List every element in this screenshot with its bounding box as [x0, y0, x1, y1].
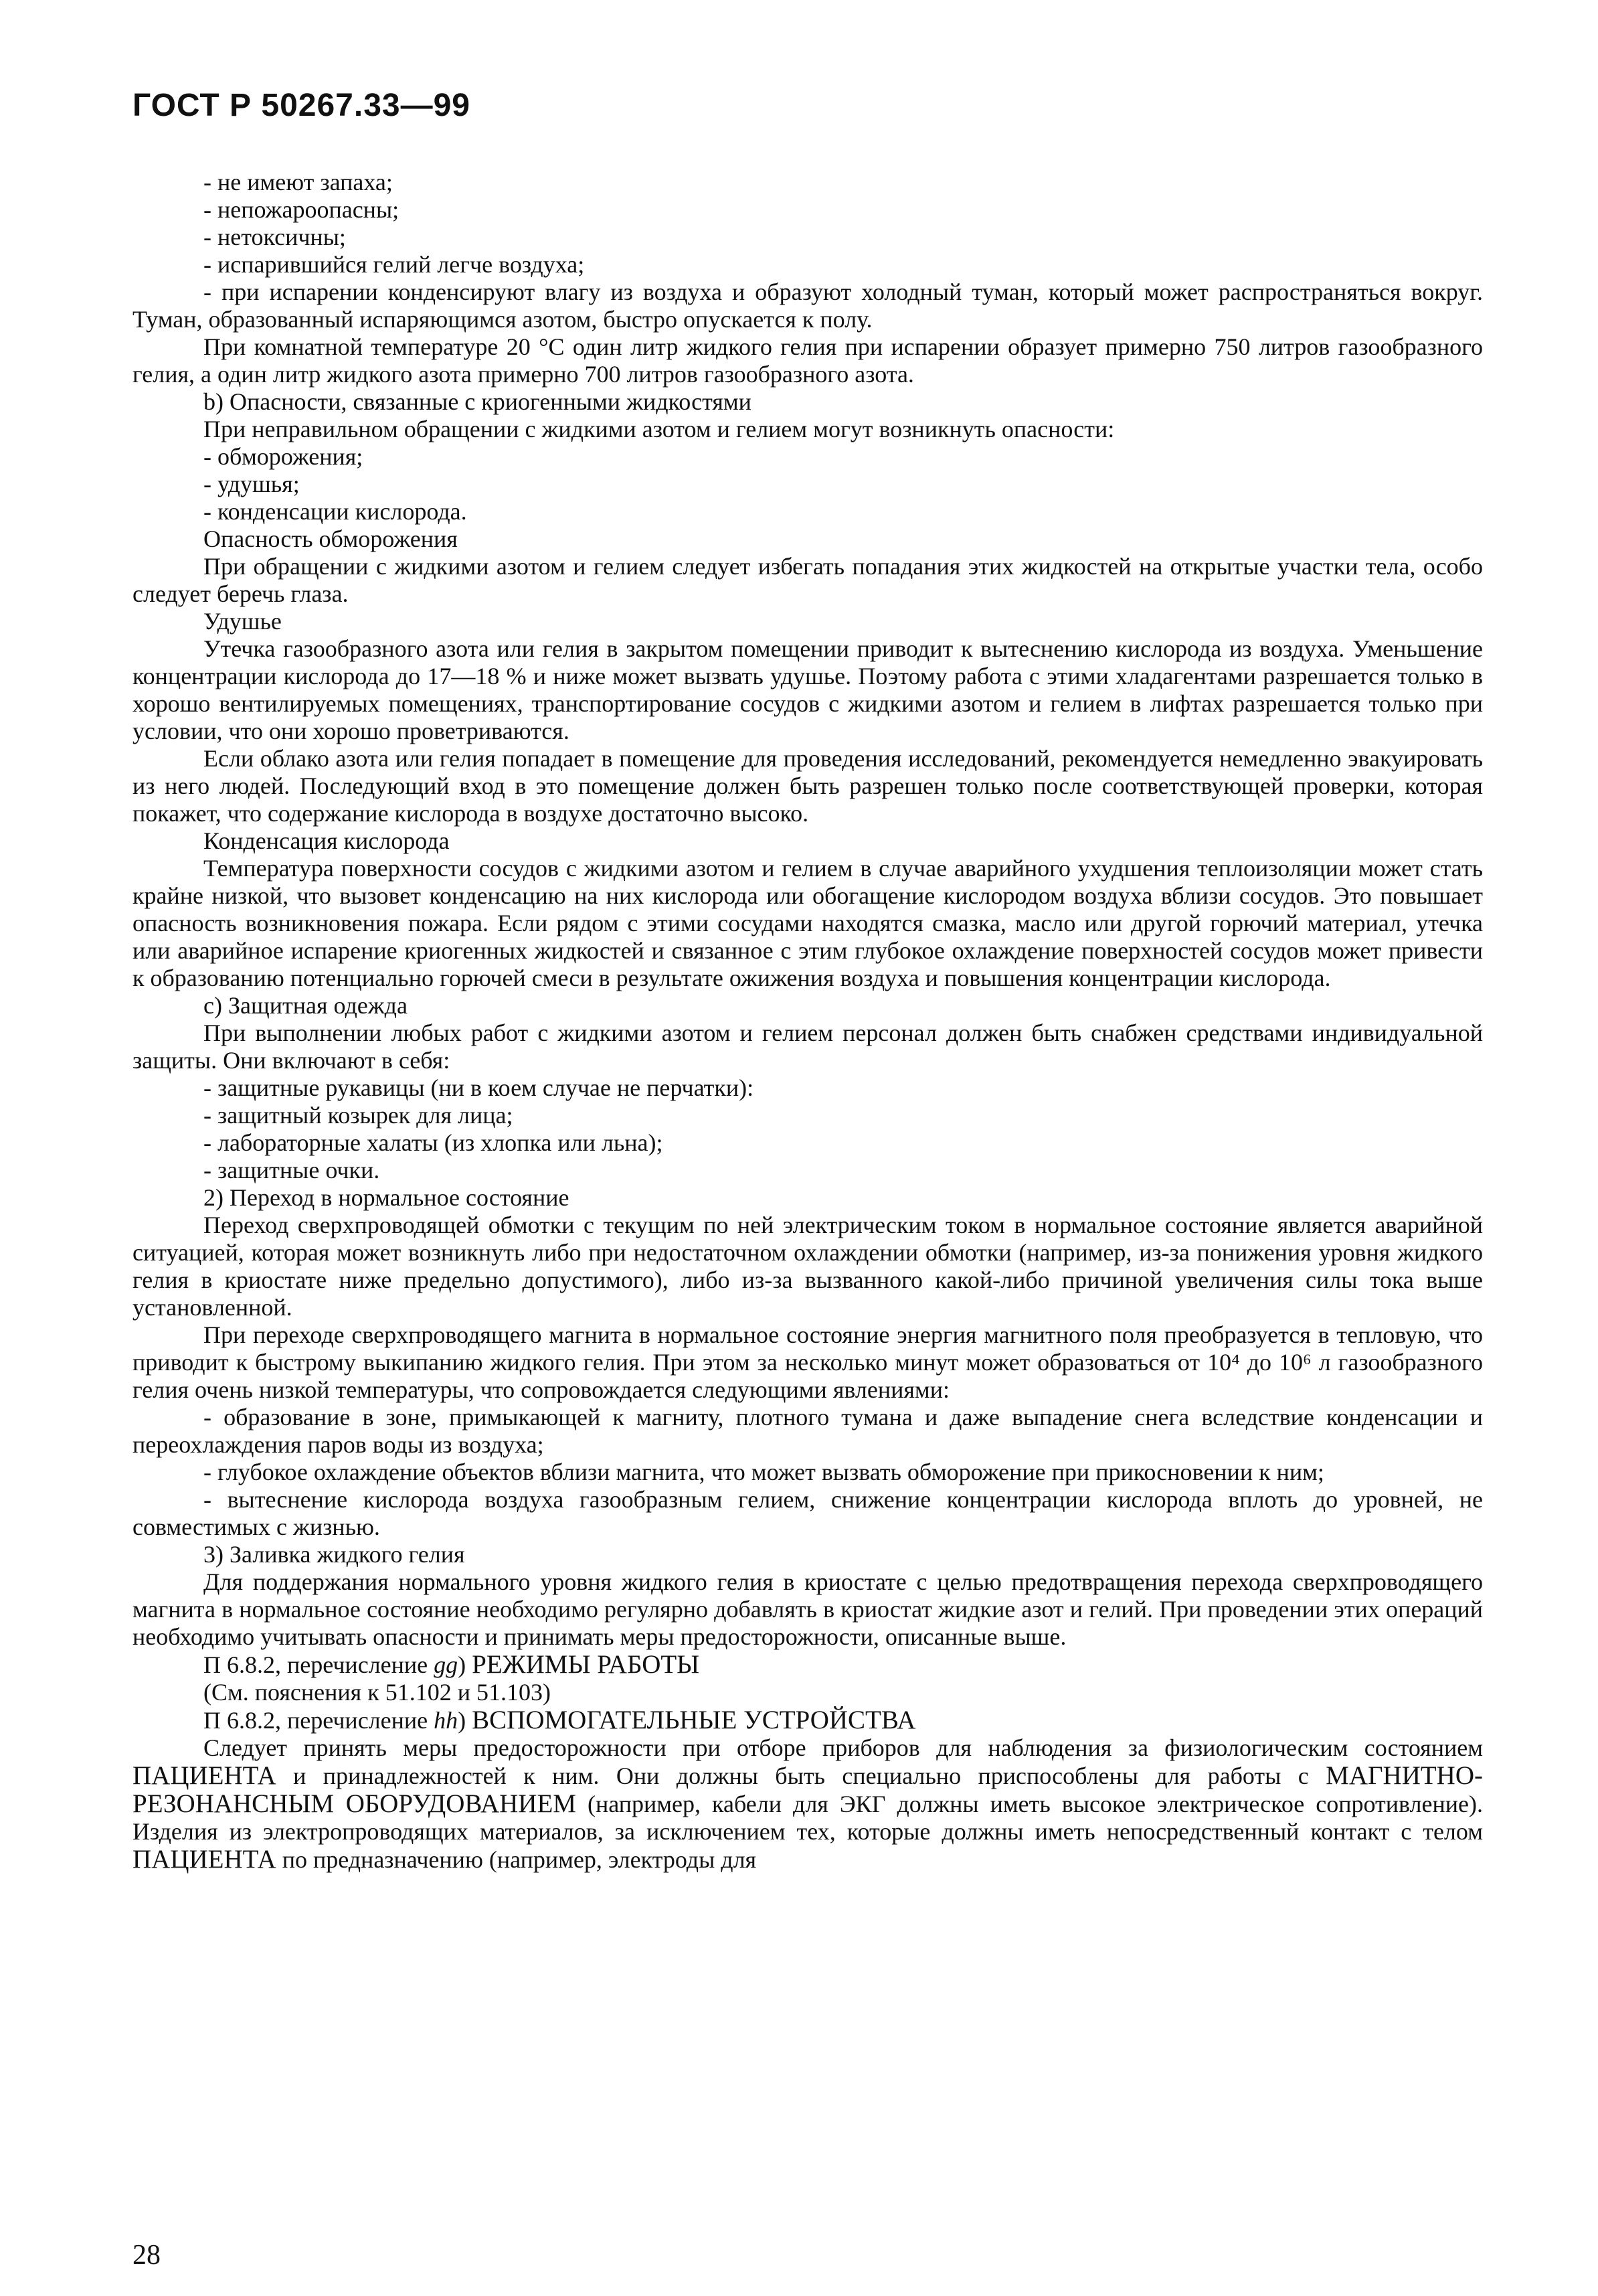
paragraph: - вытеснение кислорода воздуха газообразным гелием, снижение концентрации кислорода вплоть до уровней, не совместимых с жизнью. — [132, 1486, 1483, 1540]
section-gg-heading — [132, 1651, 1483, 1679]
paragraph: Утечка газообразного азота или гелия в закрытом помещении приводит к вытеснению кислорода из воздуха. Уменьшение концентрации кислорода до 17—18 % и ниже может вызвать удушье. Поэтому работа с этими хладагентами разрешается только в хорошо вентилируемых помещениях, транспортирование сосудов с жидкими азотом и гелием в лифтах разрешается только при условии, что они хорошо проветриваются. — [132, 635, 1483, 744]
list-item: - не имеют запаха; — [203, 169, 393, 195]
section-hh-prefix: П 6.8.2, перечисление — [203, 1707, 434, 1734]
section-gg-prefix: П 6.8.2, перечисление — [203, 1651, 434, 1678]
paragraph: Опасность обморожения — [203, 525, 458, 552]
paragraph: Переход сверхпроводящей обмотки с текущим по ней электрическим током в нормальное состояние является аварийной ситуацией, которая может возникнуть либо при недостаточном охлаждении обмотки (например, из-за понижения уровня жидкого гелия в криостате ниже предельно допустимого), либо из-за вызванного какой-либо причиной увеличения силы тока выше установленной. — [132, 1212, 1483, 1321]
paragraph: При обращении с жидкими азотом и гелием следует избегать попадания этих жидкостей на открытые участки тела, особо следует беречь глаза. — [132, 553, 1483, 607]
list-item: - защитный козырек для лица; — [203, 1102, 513, 1129]
paragraph: Конденсация кислорода — [203, 827, 450, 854]
section-gg-letter: gg — [434, 1651, 458, 1678]
last-text-4: по предназначению (например, электроды для — [276, 1846, 757, 1873]
list-item: - защитные очки. — [203, 1157, 380, 1183]
document-page — [132, 0, 1483, 2296]
list-item: - конденсации кислорода. — [203, 498, 467, 525]
document-body — [132, 169, 1483, 1874]
paragraph: b) Опасности, связанные с криогенными жидкостями — [203, 388, 751, 415]
paragraph: - глубокое охлаждение объектов вблизи магнита, что может вызвать обморожение при прикосновении к ним; — [203, 1459, 1324, 1485]
list-item: - защитные рукавицы (ни в коем случае не перчатки): — [203, 1074, 754, 1101]
paragraph: Удушье — [203, 608, 282, 635]
paragraph: При комнатной температуре 20 °С один литр жидкого гелия при испарении образует примерно 750 литров газообразного гелия, а один литр жидкого азота примерно 700 литров газообразного азота. — [132, 333, 1483, 388]
list-item: - обморожения; — [203, 443, 363, 470]
section-gg-title: РЕЖИМЫ РАБОТЫ — [472, 1650, 700, 1679]
paragraph: При выполнении любых работ с жидкими азотом и гелием персонал должен быть снабжен средствами индивидуальной защиты. Они включают в себя: — [132, 1019, 1483, 1074]
list-item: - непожароопасны; — [203, 196, 400, 223]
paragraph: Для поддержания нормального уровня жидкого гелия в криостате с целью предотвращения перехода сверхпроводящего магнита в нормальное состояние необходимо регулярно добавлять в криостат жидкие азот и гелий. При проведении этих операций необходимо учитывать опасности и принимать меры предосторожности, описанные выше. — [132, 1568, 1483, 1650]
list-item: - удушья; — [203, 471, 300, 497]
paragraph: 3) Заливка жидкого гелия — [203, 1541, 465, 1568]
page-number: 28 — [132, 2240, 161, 2271]
paragraph: - образование в зоне, примыкающей к магниту, плотного тумана и даже выпадение снега вследствие конденсации и переохлаждения паров воды из воздуха; — [132, 1404, 1483, 1458]
mr-equipment-term: МАГНИТНО-РЕЗОНАНСНЫМ ОБОРУДОВАНИЕМ — [132, 1761, 1483, 1818]
paragraph-list — [132, 169, 1483, 1651]
section-gg-bracket: ) — [458, 1651, 472, 1678]
last-text-2: и принадлежностей к ним. Они должны быть специально приспособлены для работы с — [276, 1762, 1326, 1789]
paragraph: При переходе сверхпроводящего магнита в нормальное состояние энергия магнитного поля преобразуется в тепловую, что приводит к быстрому выкипанию жидкого гелия. При этом за несколько минут может образоваться от 10⁴ до 10⁶ л газообразного гелия очень низкой температуры, что сопровождается следующими явлениями: — [132, 1321, 1483, 1403]
section-hh-title: ВСПОМОГАТЕЛЬНЫЕ УСТРОЙСТВА — [472, 1706, 916, 1734]
paragraph: Температура поверхности сосудов с жидкими азотом и гелием в случае аварийного ухудшения теплоизоляции может стать крайне низкой, что вызовет конденсацию на них кислорода или обогащение кислородом воздуха вблизи сосудов. Это повышает опасность возникновения пожара. Если рядом с этими сосудами находятся смазка, масло или другой горючий материал, утечка или аварийное испарение криогенных жидкостей и связанное с этим глубокое охлаждение поверхностей сосудов может привести к образованию потенциально горючей смеси в результате ожижения воздуха и повышения концентрации кислорода. — [132, 855, 1483, 991]
paragraph: При неправильном обращении с жидкими азотом и гелием могут возникнуть опасности: — [203, 416, 1115, 442]
patient-term-2: ПАЦИЕНТА — [132, 1845, 276, 1874]
paragraph: Если облако азота или гелия попадает в помещение для проведения исследований, рекомендуется немедленно эвакуировать из него людей. Последующий вход в это помещение должен быть разрешен только после соответствующей проверки, которая покажет, что содержание кислорода в воздухе достаточно высоко. — [132, 745, 1483, 827]
document-header: ГОСТ Р 50267.33—99 — [132, 88, 470, 123]
list-item: - испарившийся гелий легче воздуха; — [203, 251, 585, 278]
list-item: - нетоксичны; — [203, 224, 346, 250]
paragraph: 2) Переход в нормальное состояние — [203, 1184, 569, 1211]
paragraph: c) Защитная одежда — [203, 992, 408, 1019]
section-hh-heading — [132, 1706, 1483, 1734]
section-hh-letter: hh — [434, 1707, 458, 1734]
section-hh-bracket: ) — [458, 1707, 472, 1734]
last-paragraph — [132, 1734, 1483, 1874]
list-item: - лабораторные халаты (из хлопка или льна); — [203, 1129, 663, 1156]
last-text-3: (например, кабели для ЭКГ должны иметь высокое электрическое сопротивление). Изделия из электропроводящих материалов, за исключением тех, которые должны иметь непосредственный контакт с телом — [132, 1791, 1483, 1845]
last-text-1: Следует принять меры предосторожности при отборе приборов для наблюдения за физиологическим состоянием — [203, 1734, 1483, 1761]
patient-term-1: ПАЦИЕНТА — [132, 1761, 276, 1790]
paragraph: - при испарении конденсируют влагу из воздуха и образуют холодный туман, который может распространяться вокруг. Туман, образованный испаряющимся азотом, быстро опускается к полу. — [132, 278, 1483, 333]
see-note: (См. пояснения к 51.102 и 51.103) — [203, 1679, 551, 1706]
